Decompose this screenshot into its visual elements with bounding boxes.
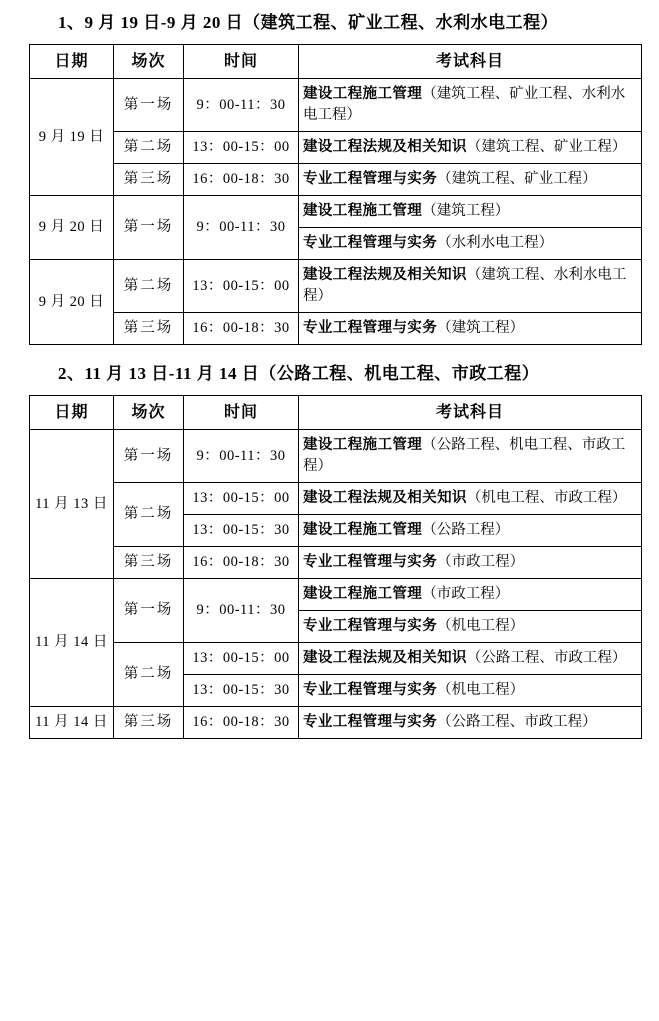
table-header-row (30, 45, 642, 79)
subject-name: 专业工程管理与实务 (303, 618, 438, 634)
subject-note: （机电工程） (437, 618, 525, 634)
cell-subject (299, 579, 642, 611)
cell-time: 13：00-15：30 (184, 675, 299, 707)
cell-subject (299, 675, 642, 707)
subject-name: 专业工程管理与实务 (303, 320, 438, 336)
cell-session: 第一场 (114, 79, 184, 132)
cell-session: 第一场 (114, 196, 184, 260)
cell-session: 第三场 (114, 707, 184, 739)
section-1-title-text: 9 月 19 日-9 月 20 日（建筑工程、矿业工程、水利水电工程） (84, 13, 559, 32)
cell-time: 13：00-15：30 (184, 515, 299, 547)
subject-note: （市政工程） (437, 554, 525, 570)
section-1-title (24, 8, 635, 38)
cell-session: 第三场 (114, 547, 184, 579)
subject-note: （公路工程、市政工程） (466, 650, 627, 666)
cell-time: 9：00-11：30 (184, 79, 299, 132)
table-header-row (30, 396, 642, 430)
column-header-date: 日期 (30, 45, 114, 79)
table-row (30, 643, 642, 675)
table-row (30, 79, 642, 132)
column-header-date: 日期 (30, 396, 114, 430)
cell-subject (299, 196, 642, 228)
subject-note: （公路工程、市政工程） (437, 714, 597, 730)
column-header-time: 时间 (184, 396, 299, 430)
cell-subject (299, 79, 642, 132)
cell-date: 11 月 14 日 (30, 707, 114, 739)
cell-subject (299, 707, 642, 739)
cell-subject (299, 313, 642, 345)
cell-session: 第三场 (114, 164, 184, 196)
subject-name: 专业工程管理与实务 (303, 235, 438, 251)
cell-subject (299, 164, 642, 196)
cell-session: 第二场 (114, 132, 184, 164)
section-2-title (24, 359, 635, 389)
cell-subject (299, 515, 642, 547)
cell-date: 9 月 20 日 (30, 196, 114, 260)
subject-note: （建筑工程） (422, 203, 510, 219)
column-header-time: 时间 (184, 45, 299, 79)
table-row (30, 164, 642, 196)
subject-name: 专业工程管理与实务 (303, 171, 438, 187)
subject-name: 建设工程施工管理 (303, 203, 423, 219)
subject-note: （公路工程、机电工程、市政工程） (303, 437, 626, 474)
cell-date: 9 月 19 日 (30, 79, 114, 196)
cell-time: 16：00-18：30 (184, 547, 299, 579)
subject-note: （建筑工程、矿业工程） (466, 139, 627, 155)
section-1-title-number: 1、 (58, 13, 85, 32)
table-row (30, 579, 642, 611)
cell-subject (299, 547, 642, 579)
subject-name: 建设工程施工管理 (303, 522, 423, 538)
cell-time: 16：00-18：30 (184, 164, 299, 196)
subject-note: （建筑工程、矿业工程、水利水电工程） (303, 86, 626, 123)
cell-date: 11 月 13 日 (30, 430, 114, 579)
subject-name: 专业工程管理与实务 (303, 554, 438, 570)
table-row (30, 196, 642, 228)
cell-time: 13：00-15：00 (184, 260, 299, 313)
table-row (30, 313, 642, 345)
cell-session: 第三场 (114, 313, 184, 345)
subject-name: 专业工程管理与实务 (303, 682, 438, 698)
cell-time: 16：00-18：30 (184, 707, 299, 739)
subject-note: （公路工程） (422, 522, 510, 538)
cell-session: 第一场 (114, 430, 184, 483)
subject-name: 建设工程法规及相关知识 (303, 490, 467, 506)
cell-time: 9：00-11：30 (184, 579, 299, 643)
cell-time: 16：00-18：30 (184, 313, 299, 345)
column-header-session: 场次 (114, 45, 184, 79)
table-row (30, 132, 642, 164)
subject-name: 专业工程管理与实务 (303, 714, 438, 730)
subject-note: （建筑工程） (437, 320, 525, 336)
column-header-subject: 考试科目 (299, 396, 642, 430)
schedule-table-1 (29, 44, 642, 345)
cell-date: 9 月 20 日 (30, 260, 114, 345)
subject-note: （建筑工程、水利水电工程） (303, 267, 627, 304)
cell-time: 9：00-11：30 (184, 430, 299, 483)
table-row (30, 483, 642, 515)
subject-name: 建设工程法规及相关知识 (303, 139, 467, 155)
subject-note: （水利水电工程） (437, 235, 554, 251)
subject-name: 建设工程法规及相关知识 (303, 267, 467, 283)
column-header-subject: 考试科目 (299, 45, 642, 79)
cell-time: 13：00-15：00 (184, 132, 299, 164)
column-header-session: 场次 (114, 396, 184, 430)
subject-name: 建设工程施工管理 (303, 437, 423, 453)
section-2-title-text: 11 月 13 日-11 月 14 日（公路工程、机电工程、市政工程） (84, 364, 540, 383)
schedule-table-2 (29, 395, 642, 739)
cell-subject (299, 483, 642, 515)
cell-session: 第二场 (114, 260, 184, 313)
cell-time: 13：00-15：00 (184, 483, 299, 515)
cell-subject (299, 260, 642, 313)
cell-subject (299, 132, 642, 164)
subject-note: （机电工程、市政工程） (466, 490, 627, 506)
table-row (30, 707, 642, 739)
section-2-title-number: 2、 (58, 364, 85, 383)
subject-name: 建设工程法规及相关知识 (303, 650, 467, 666)
subject-note: （机电工程） (437, 682, 525, 698)
subject-note: （市政工程） (422, 586, 510, 602)
cell-subject (299, 430, 642, 483)
cell-subject (299, 643, 642, 675)
cell-session: 第一场 (114, 579, 184, 643)
cell-date: 11 月 14 日 (30, 579, 114, 707)
cell-session: 第二场 (114, 643, 184, 707)
table-row (30, 547, 642, 579)
cell-time: 13：00-15：00 (184, 643, 299, 675)
cell-time: 9：00-11：30 (184, 196, 299, 260)
subject-name: 建设工程施工管理 (303, 86, 423, 102)
table-row (30, 260, 642, 313)
cell-subject (299, 611, 642, 643)
cell-subject (299, 228, 642, 260)
subject-note: （建筑工程、矿业工程） (437, 171, 597, 187)
cell-session: 第二场 (114, 483, 184, 547)
subject-name: 建设工程施工管理 (303, 586, 423, 602)
table-row (30, 430, 642, 483)
